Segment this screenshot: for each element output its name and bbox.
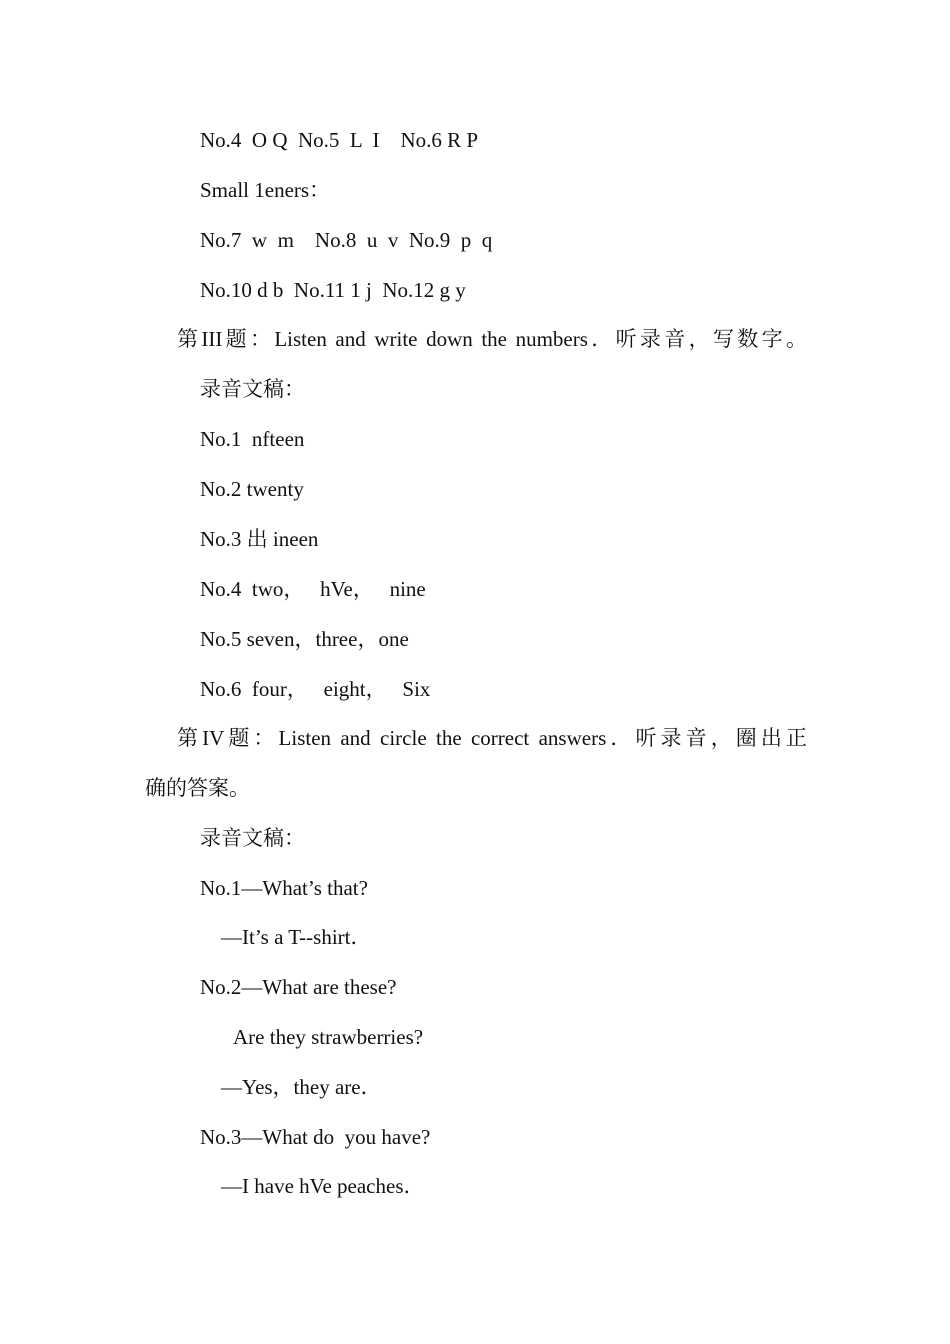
transcript-label: 录音文稿：: [200, 377, 305, 401]
dialogue-line-1-question: No.1—What’s that?: [200, 876, 368, 900]
text-line-number-2: No.2 twenty: [200, 477, 304, 501]
text-line-letters-10-12: No.10 d b No.11 1 j No.12 g y: [200, 278, 466, 302]
text-line-number-1: No.1 nfteen: [200, 427, 305, 451]
dialogue-line-2-answer: —Yes，they are．: [221, 1075, 382, 1099]
dialogue-line-3-question: No.3—What do you have?: [200, 1125, 431, 1149]
text-line-number-4: No.4 two， hVe， nine: [200, 577, 426, 601]
dialogue-line-3-answer: —I have hVe peaches．: [221, 1174, 425, 1198]
section-heading-iii: 第III题：Listen and write down the numbers．听录音，写数字。: [177, 327, 807, 351]
text-line-number-6: No.6 four， eight， Six: [200, 677, 431, 701]
transcript-label: 录音文稿：: [200, 826, 305, 850]
text-line-number-5: No.5 seven，three，one: [200, 627, 409, 651]
text-line-letters-4-6: No.4 O Q No.5 L I No.6 R P: [200, 128, 479, 152]
text-line-number-3: No.3 出 ineen: [200, 527, 319, 551]
dialogue-line-2-question-continued: Are they strawberries?: [233, 1025, 424, 1049]
dialogue-line-1-answer: —It’s a T--shirt．: [221, 925, 372, 949]
text-line-small-letters-label: Small 1eners：: [200, 178, 331, 202]
section-heading-iv-continued: 确的答案。: [145, 776, 250, 800]
dialogue-line-2-question: No.2—What are these?: [200, 975, 397, 999]
section-heading-iv: 第IV题：Listen and circle the correct answers．听录音，圈出正: [177, 726, 807, 750]
text-line-letters-7-9: No.7 w m No.8 u v No.9 p q: [200, 228, 493, 252]
